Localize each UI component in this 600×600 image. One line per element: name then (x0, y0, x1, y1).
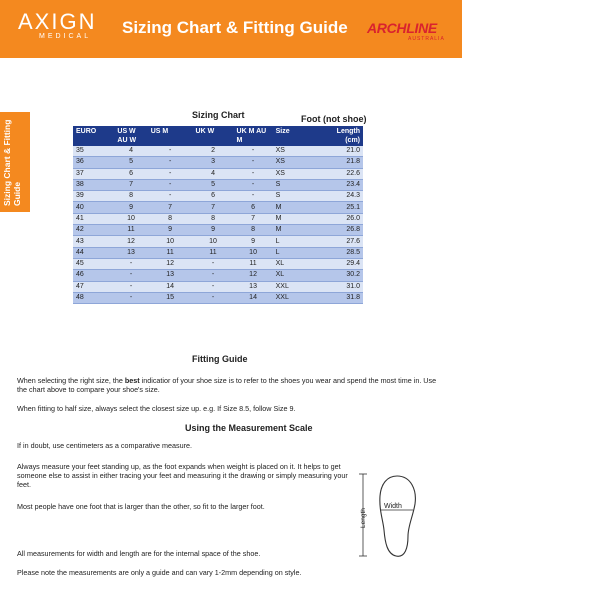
measurement-heading: Using the Measurement Scale (185, 423, 313, 433)
sizing-table (73, 126, 363, 304)
cell-usm: 8 (148, 213, 193, 224)
page-title: Sizing Chart & Fitting Guide (122, 18, 348, 37)
cell-ukw: 4 (193, 168, 234, 179)
table-row (73, 146, 363, 157)
cell-length: 27.6 (318, 236, 363, 247)
measurement-paragraph-2: Always measure your feet standing up, as the foot expands when weight is placed on it. It helps to get someone else to assist in either tracing your feet and measuring it the drawing or simply measuring your feet. (17, 462, 348, 489)
partner-logo: ARCHLINE (367, 20, 437, 36)
cell-length: 28.5 (318, 247, 363, 258)
table-row (73, 213, 363, 224)
cell-euro: 37 (73, 168, 114, 179)
fitting-p1-text-end: indicatior of your shoe size is to refer to the shoes you wear and spend the most time in. Use the chart above to compare your shoe's size. (17, 376, 437, 394)
cell-size: XS (273, 157, 318, 168)
table-row (73, 258, 363, 269)
cell-length: 21.8 (318, 157, 363, 168)
cell-size: M (273, 225, 318, 236)
cell-ukw: - (193, 258, 234, 269)
side-tab (0, 112, 30, 212)
cell-usm: 13 (148, 270, 193, 281)
brand-subtitle: MEDICAL (39, 33, 92, 40)
cell-length: 24.3 (318, 191, 363, 202)
fitting-paragraph-1 (17, 376, 442, 394)
cell-length: 21.0 (318, 146, 363, 157)
table-row (73, 236, 363, 247)
cell-ukm: 9 (234, 236, 273, 247)
sizing-table-body (73, 146, 363, 304)
foot-heading: Foot (not shoe) (301, 114, 367, 124)
table-row (73, 191, 363, 202)
cell-usm: - (148, 191, 193, 202)
cell-usm: - (148, 146, 193, 157)
measurement-paragraph-4: All measurements for width and length are for the internal space of the shoe. (17, 549, 261, 558)
measurement-paragraph-5: Please note the measurements are only a guide and can vary 1-2mm depending on style. (17, 568, 302, 577)
cell-euro: 41 (73, 213, 114, 224)
cell-length: 30.2 (318, 270, 363, 281)
cell-usw: - (114, 258, 147, 269)
col-ukm: UK M AU M (234, 126, 273, 146)
cell-usw: - (114, 281, 147, 292)
table-row (73, 281, 363, 292)
cell-ukm: 7 (234, 213, 273, 224)
cell-length: 26.0 (318, 213, 363, 224)
cell-length: 31.0 (318, 281, 363, 292)
col-size: Size (273, 126, 318, 146)
cell-euro: 35 (73, 146, 114, 157)
cell-ukw: 11 (193, 247, 234, 258)
cell-ukw: 5 (193, 179, 234, 190)
cell-usw: - (114, 292, 147, 303)
cell-size: L (273, 247, 318, 258)
fig-length-label: Length (360, 508, 367, 528)
cell-euro: 40 (73, 202, 114, 213)
cell-ukw: 8 (193, 213, 234, 224)
cell-usm: 10 (148, 236, 193, 247)
table-header-row (73, 126, 363, 146)
cell-euro: 44 (73, 247, 114, 258)
col-ukw: UK W (193, 126, 234, 146)
cell-size: XXL (273, 281, 318, 292)
cell-ukm: 13 (234, 281, 273, 292)
cell-size: M (273, 213, 318, 224)
table-row (73, 179, 363, 190)
cell-ukm: 12 (234, 270, 273, 281)
table-row (73, 157, 363, 168)
side-tab-label: Sizing Chart & Fitting Guide (2, 119, 22, 206)
cell-euro: 42 (73, 225, 114, 236)
cell-usm: 7 (148, 202, 193, 213)
cell-length: 31.8 (318, 292, 363, 303)
cell-size: XL (273, 258, 318, 269)
cell-ukm: 6 (234, 202, 273, 213)
cell-ukm: - (234, 168, 273, 179)
col-length: Length (cm) (318, 126, 363, 146)
cell-ukm: 10 (234, 247, 273, 258)
cell-usw: - (114, 270, 147, 281)
cell-ukw: - (193, 292, 234, 303)
col-usm: US M (148, 126, 193, 146)
cell-usw: 7 (114, 179, 147, 190)
cell-usw: 11 (114, 225, 147, 236)
cell-ukw: 10 (193, 236, 234, 247)
fitting-paragraph-2: When fitting to half size, always select the closest size up. e.g. If Size 8.5, follow Size 9. (17, 404, 296, 413)
cell-euro: 43 (73, 236, 114, 247)
cell-ukw: 3 (193, 157, 234, 168)
cell-euro: 45 (73, 258, 114, 269)
cell-usm: 9 (148, 225, 193, 236)
cell-ukm: 8 (234, 225, 273, 236)
table-row (73, 292, 363, 303)
table-row (73, 270, 363, 281)
cell-usw: 10 (114, 213, 147, 224)
cell-size: XL (273, 270, 318, 281)
cell-usw: 5 (114, 157, 147, 168)
cell-size: S (273, 191, 318, 202)
cell-euro: 48 (73, 292, 114, 303)
table-row (73, 225, 363, 236)
cell-usm: 11 (148, 247, 193, 258)
page-header (0, 0, 600, 58)
cell-euro: 47 (73, 281, 114, 292)
table-row (73, 247, 363, 258)
cell-size: XS (273, 168, 318, 179)
partner-logo-subtitle: AUSTRALIA (408, 36, 445, 42)
cell-usm: 15 (148, 292, 193, 303)
cell-ukw: 7 (193, 202, 234, 213)
cell-usm: - (148, 168, 193, 179)
fitting-guide-heading: Fitting Guide (192, 354, 248, 364)
cell-ukm: - (234, 157, 273, 168)
cell-size: S (273, 179, 318, 190)
cell-size: M (273, 202, 318, 213)
cell-ukw: 9 (193, 225, 234, 236)
cell-usm: - (148, 179, 193, 190)
cell-size: XXL (273, 292, 318, 303)
measurement-paragraph-3: Most people have one foot that is larger than the other, so fit to the larger foot. (17, 502, 265, 511)
cell-length: 22.6 (318, 168, 363, 179)
foot-measurement-figure (357, 470, 437, 560)
foot-outline-icon (357, 470, 437, 560)
cell-usw: 6 (114, 168, 147, 179)
cell-ukw: 2 (193, 146, 234, 157)
cell-usw: 12 (114, 236, 147, 247)
cell-ukw: - (193, 270, 234, 281)
brand-logo: AXIGN (18, 9, 97, 34)
fitting-p1-text: When selecting the right size, the (17, 376, 125, 385)
cell-length: 26.8 (318, 225, 363, 236)
fig-width-label: Width (384, 503, 402, 510)
measurement-paragraph-1: If in doubt, use centimeters as a comparative measure. (17, 441, 192, 450)
cell-usm: 14 (148, 281, 193, 292)
cell-euro: 46 (73, 270, 114, 281)
cell-ukm: 11 (234, 258, 273, 269)
col-euro: EURO (73, 126, 114, 146)
fitting-p1-bold: best (124, 376, 140, 385)
cell-euro: 38 (73, 179, 114, 190)
table-row (73, 168, 363, 179)
cell-usw: 8 (114, 191, 147, 202)
cell-length: 29.4 (318, 258, 363, 269)
cell-usm: 12 (148, 258, 193, 269)
col-usw: US W AU W (114, 126, 147, 146)
cell-ukm: - (234, 146, 273, 157)
cell-ukw: 6 (193, 191, 234, 202)
cell-ukm: - (234, 179, 273, 190)
cell-length: 23.4 (318, 179, 363, 190)
cell-ukm: - (234, 191, 273, 202)
cell-usw: 9 (114, 202, 147, 213)
cell-euro: 39 (73, 191, 114, 202)
cell-euro: 36 (73, 157, 114, 168)
cell-size: L (273, 236, 318, 247)
cell-length: 25.1 (318, 202, 363, 213)
header-logo-area (462, 0, 600, 58)
cell-usm: - (148, 157, 193, 168)
cell-usw: 4 (114, 146, 147, 157)
sizing-chart-heading: Sizing Chart (192, 110, 245, 120)
cell-ukm: 14 (234, 292, 273, 303)
cell-usw: 13 (114, 247, 147, 258)
cell-ukw: - (193, 281, 234, 292)
table-row (73, 202, 363, 213)
cell-size: XS (273, 146, 318, 157)
